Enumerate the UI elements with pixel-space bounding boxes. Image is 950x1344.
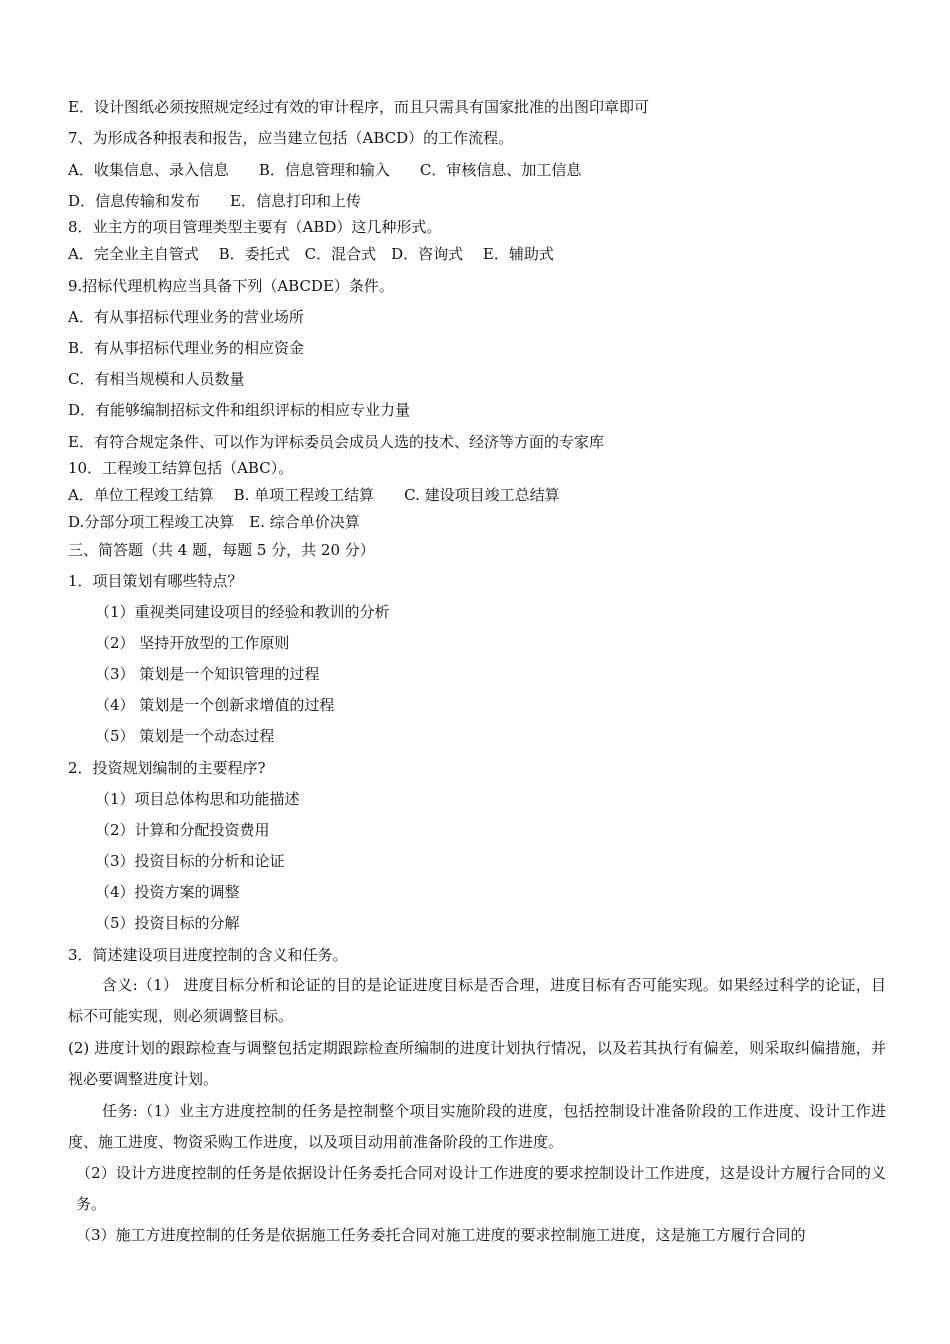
question-9-option-c: C．有相当规模和人员数量 [68, 370, 245, 388]
question-9-option-e: E．有符合规定条件、可以作为评标委员会成员人选的技术、经济等方面的专家库 [68, 433, 604, 451]
question-9-option-a: A．有从事招标代理业务的营业场所 [68, 308, 304, 326]
answer-3-task-paragraph-1: 任务:（1）业主方进度控制的任务是控制整个项目实施阶段的进度，包括控制设计准备阶段的工作进度、设计工作进度、施工进度、物资采购工作进度，以及项目动用前准备阶段的工作进度。 [68, 1102, 886, 1151]
question-9: 9.招标代理机构应当具备下列（ABCDE）条件。 [68, 277, 394, 295]
short-answer-2-item-4: （4）投资方案的调整 [95, 883, 240, 901]
question-7: 7、为形成各种报表和报告，应当建立包括（ABCD）的工作流程。 [68, 129, 514, 147]
short-answer-2: 2．投资规划编制的主要程序? [68, 759, 266, 777]
short-answer-2-item-3: （3）投资目标的分析和论证 [95, 852, 285, 870]
question-9-option-b: B．有从事招标代理业务的相应资金 [68, 339, 305, 357]
question-10-options-a: A．单位工程竣工结算 B. 单项工程竣工结算 C. 建设项目竣工总结算 [68, 486, 560, 504]
short-answer-1-item-3: （3） 策划是一个知识管理的过程 [95, 665, 320, 683]
question-7-options-a: A．收集信息、录入信息 B．信息管理和输入 C．审核信息、加工信息 [68, 161, 582, 179]
question-10-options-b: D.分部分项工程竣工决算 E. 综合单价决算 [68, 513, 360, 531]
question-9-option-d: D．有能够编制招标文件和组织评标的相应专业力量 [68, 401, 411, 419]
short-answer-1-item-1: （1）重视类同建设项目的经验和教训的分析 [95, 603, 390, 621]
short-answer-2-item-2: （2）计算和分配投资费用 [95, 821, 270, 839]
short-answer-1-item-2: （2） 坚持开放型的工作原则 [95, 634, 290, 652]
question-8: 8．业主方的项目管理类型主要有（ABD）这几种形式。 [68, 218, 442, 236]
answer-3-task-paragraph-2: （2）设计方进度控制的任务是依据设计任务委托合同对设计工作进度的要求控制设计工作进度，这是设计方履行合同的义务。 [76, 1164, 886, 1213]
short-answer-2-item-1: （1）项目总体构思和功能描述 [95, 790, 300, 808]
short-answer-1-item-4: （4） 策划是一个创新求增值的过程 [95, 696, 335, 714]
question-10: 10．工程竣工结算包括（ABC）。 [68, 459, 294, 477]
short-answer-1-item-5: （5） 策划是一个动态过程 [95, 727, 275, 745]
short-answer-1: 1．项目策划有哪些特点？ [68, 572, 243, 590]
section-3-heading: 三、简答题（共 4 题，每题 5 分，共 20 分） [68, 541, 375, 559]
short-answer-3: 3．简述建设项目进度控制的含义和任务。 [68, 946, 348, 964]
answer-3-meaning-paragraph-2: (2) 进度计划的跟踪检查与调整包括定期跟踪检查所编制的进度计划执行情况，以及若其执行有偏差，则采取纠偏措施，并视必要调整进度计划。 [68, 1039, 886, 1088]
answer-3-meaning-paragraph: 含义:（1） 进度目标分析和论证的目的是论证进度目标是否合理，进度目标有否可能实现。如果经过科学的论证，目标不可能实现，则必须调整目标。 [68, 976, 886, 1025]
question-7-options-b: D．信息传输和发布 E．信息打印和上传 [68, 192, 361, 210]
answer-3-task-paragraph-3: （3）施工方进度控制的任务是依据施工任务委托合同对施工进度的要求控制施工进度，这是施工方履行合同的 [76, 1226, 806, 1244]
short-answer-2-item-5: （5）投资目标的分解 [95, 914, 240, 932]
question-8-options: A．完全业主自管式 B．委托式 C．混合式 D．咨询式 E．辅助式 [68, 245, 554, 263]
option-e-line: E．设计图纸必须按照规定经过有效的审计程序，而且只需具有国家批准的出图印章即可 [68, 98, 649, 116]
